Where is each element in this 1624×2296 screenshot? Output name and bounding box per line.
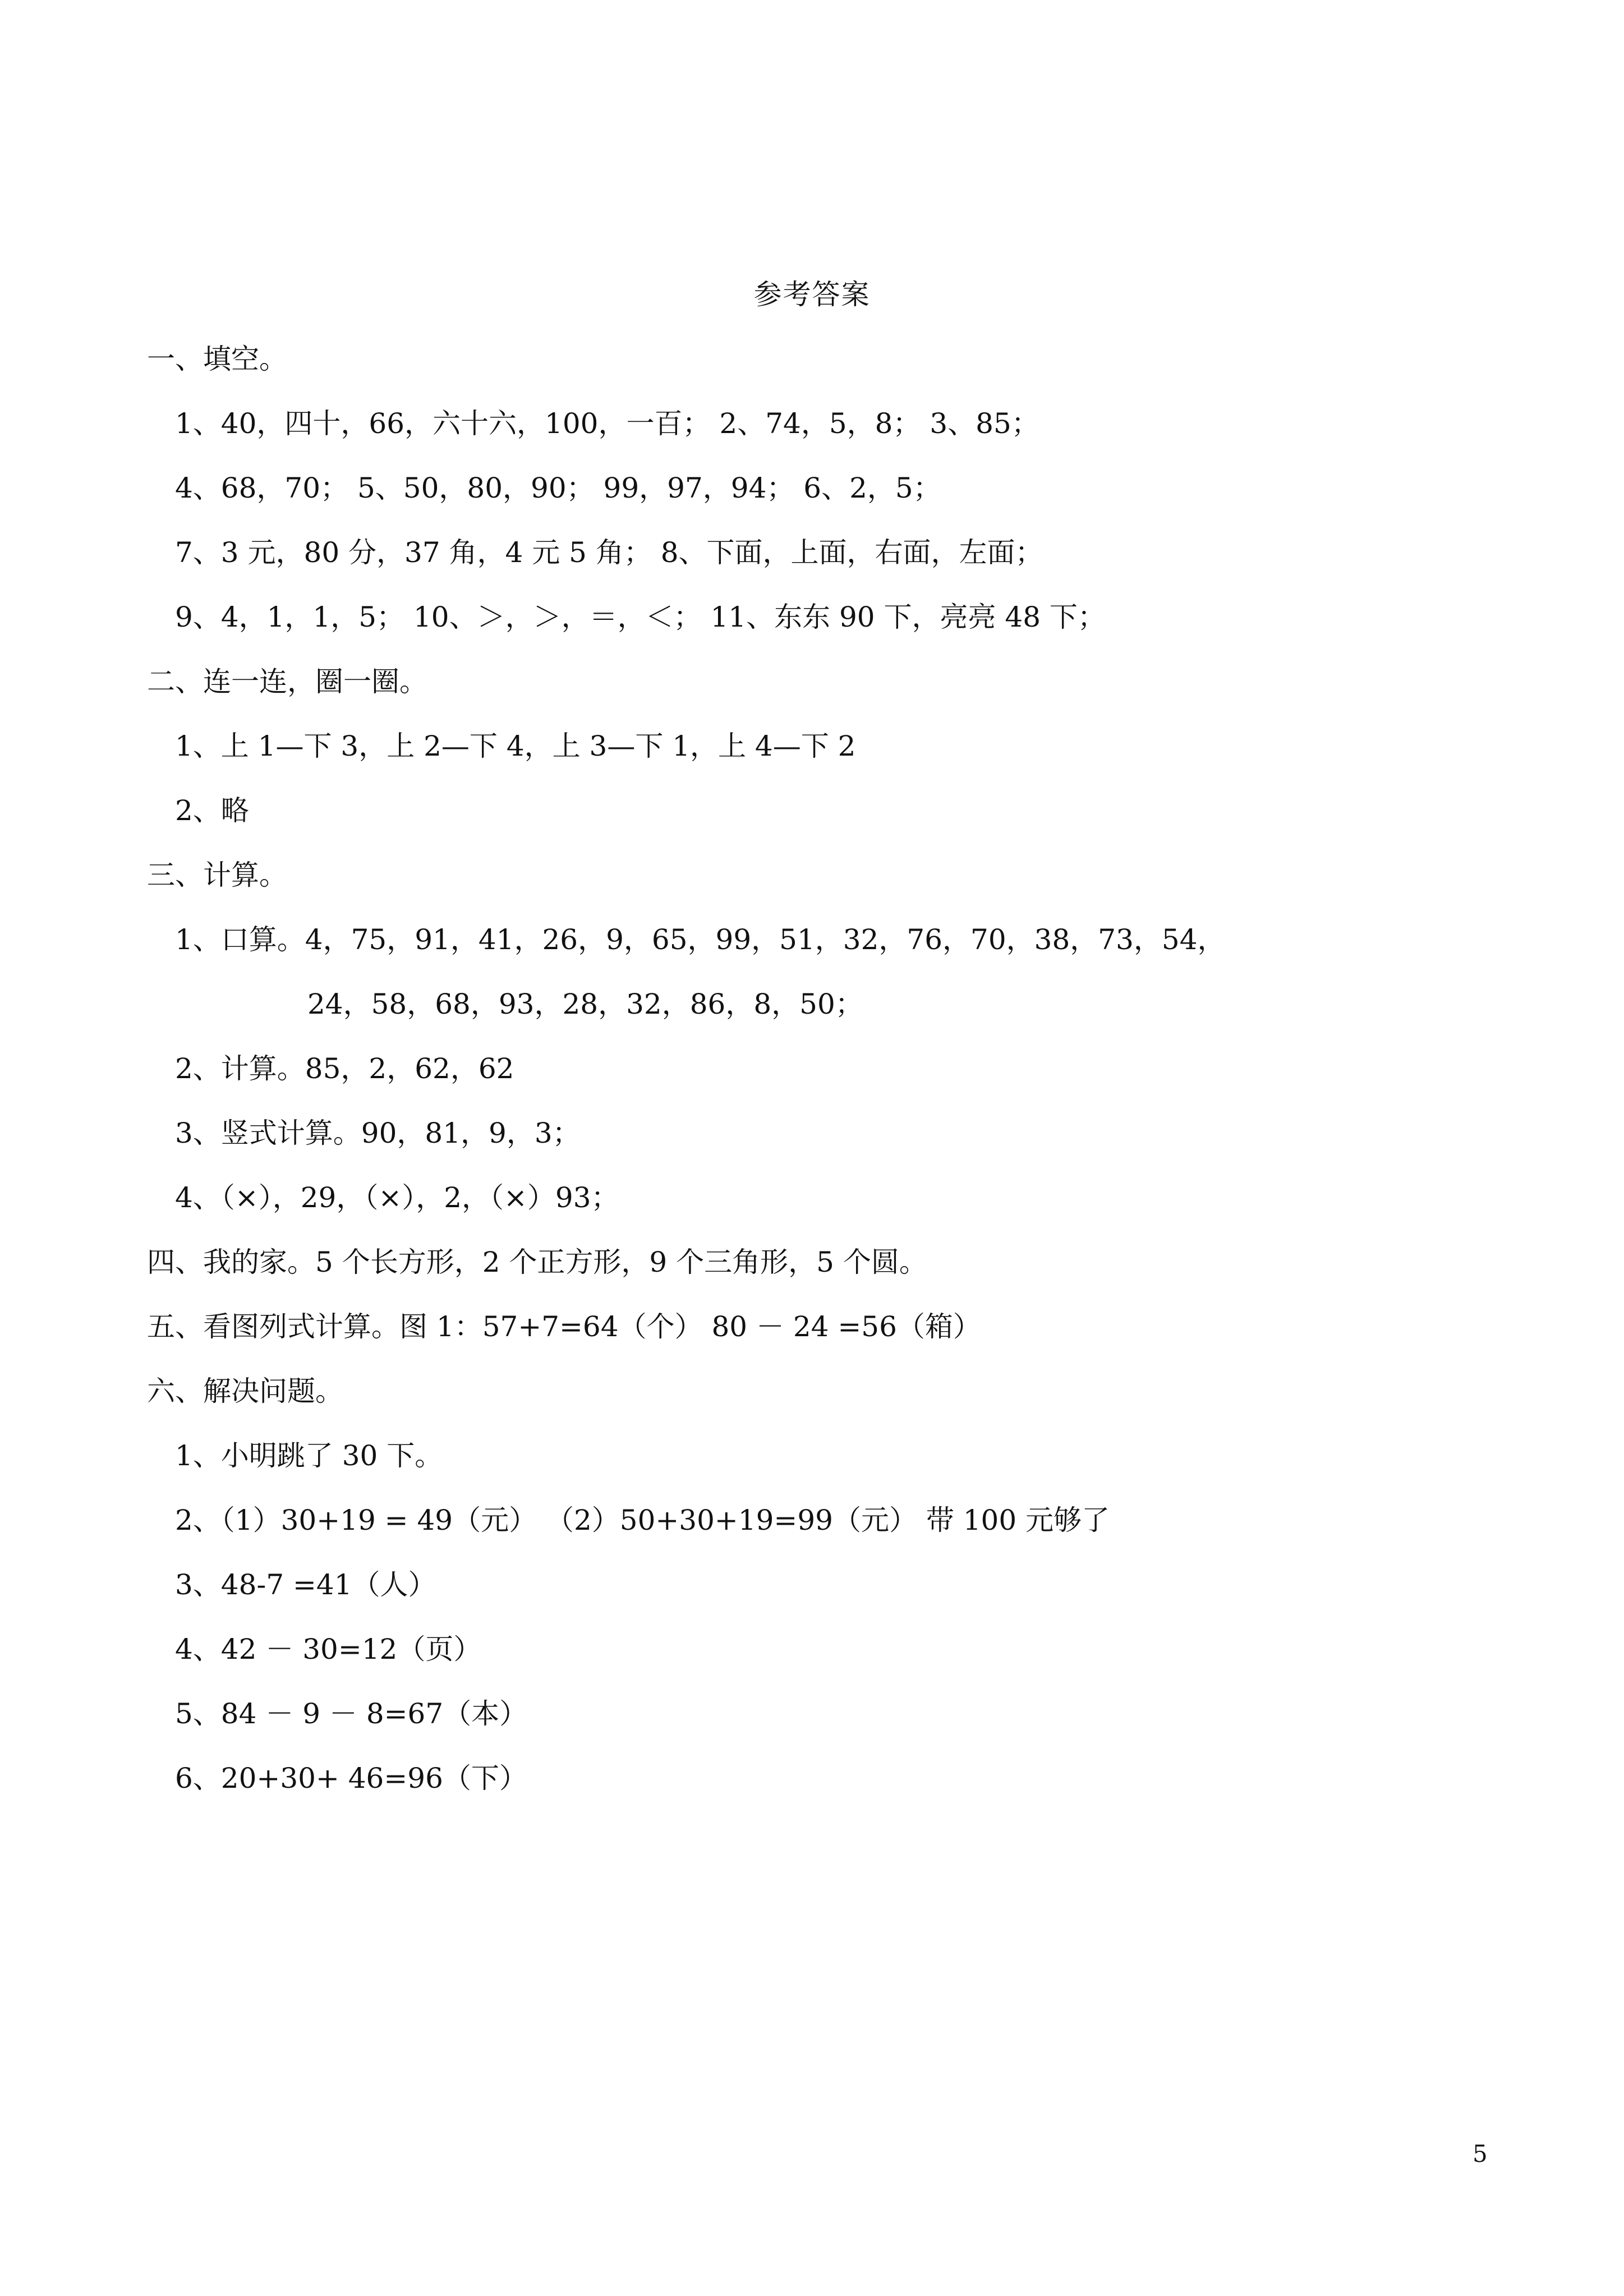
answer-line: 5、84 － 9 － 8=67（本） bbox=[175, 1697, 528, 1730]
section-heading-picture-calculation: 五、看图列式计算。图 1：57+7=64（个） 80 － 24 =56（箱） bbox=[147, 1310, 981, 1343]
answer-line: 2、计算。85，2，62，62 bbox=[175, 1052, 514, 1085]
page-number: 5 bbox=[1473, 2140, 1488, 2168]
section-heading-my-home: 四、我的家。5 个长方形，2 个正方形，9 个三角形，5 个圆。 bbox=[147, 1246, 927, 1278]
answer-line: 3、竖式计算。90，81，9，3； bbox=[175, 1117, 581, 1149]
answer-line: 1、上 1—下 3，上 2—下 4，上 3—下 1，上 4—下 2 bbox=[175, 730, 856, 762]
page-title: 参考答案 bbox=[753, 278, 871, 311]
answer-line: 2、略 bbox=[175, 794, 249, 827]
answer-line: 4、（×），29，（×），2，（×）93； bbox=[175, 1181, 619, 1214]
answer-line: 3、48-7 =41（人） bbox=[175, 1568, 436, 1601]
section-heading-solve-problems: 六、解决问题。 bbox=[147, 1375, 343, 1407]
section-heading-connect: 二、连一连，圈一圈。 bbox=[147, 665, 427, 698]
answer-line: 4、68，70； 5、50，80，90； 99，97，94； 6、2，5； bbox=[175, 472, 941, 504]
answer-line: 1、40，四十，66，六十六，100，一百； 2、74，5，8； 3、85； bbox=[175, 407, 1039, 440]
section-heading-fill-blank: 一、填空。 bbox=[147, 343, 287, 375]
answer-line: 2、（1）30+19 = 49（元） （2）50+30+19=99（元） 带 100 元够了 bbox=[175, 1504, 1110, 1536]
answer-line: 1、小明跳了 30 下。 bbox=[175, 1439, 443, 1472]
answer-line: 6、20+30+ 46=96（下） bbox=[175, 1762, 527, 1795]
answer-line-continuation: 24，58，68，93，28，32，86，8，50； bbox=[307, 988, 863, 1020]
answer-line: 4、42 － 30=12（页） bbox=[175, 1633, 482, 1665]
answer-line: 9、4，1，1，5； 10、＞，＞，＝，＜； 11、东东 90 下，亮亮 48 下； bbox=[175, 601, 1106, 633]
answer-line: 7、3 元，80 分，37 角，4 元 5 角； 8、下面，上面，右面，左面； bbox=[175, 536, 1043, 569]
section-heading-calculate: 三、计算。 bbox=[147, 859, 287, 891]
answer-line: 1、口算。4，75，91，41，26，9，65，99，51，32，76，70，38，73，54， bbox=[175, 923, 1226, 956]
